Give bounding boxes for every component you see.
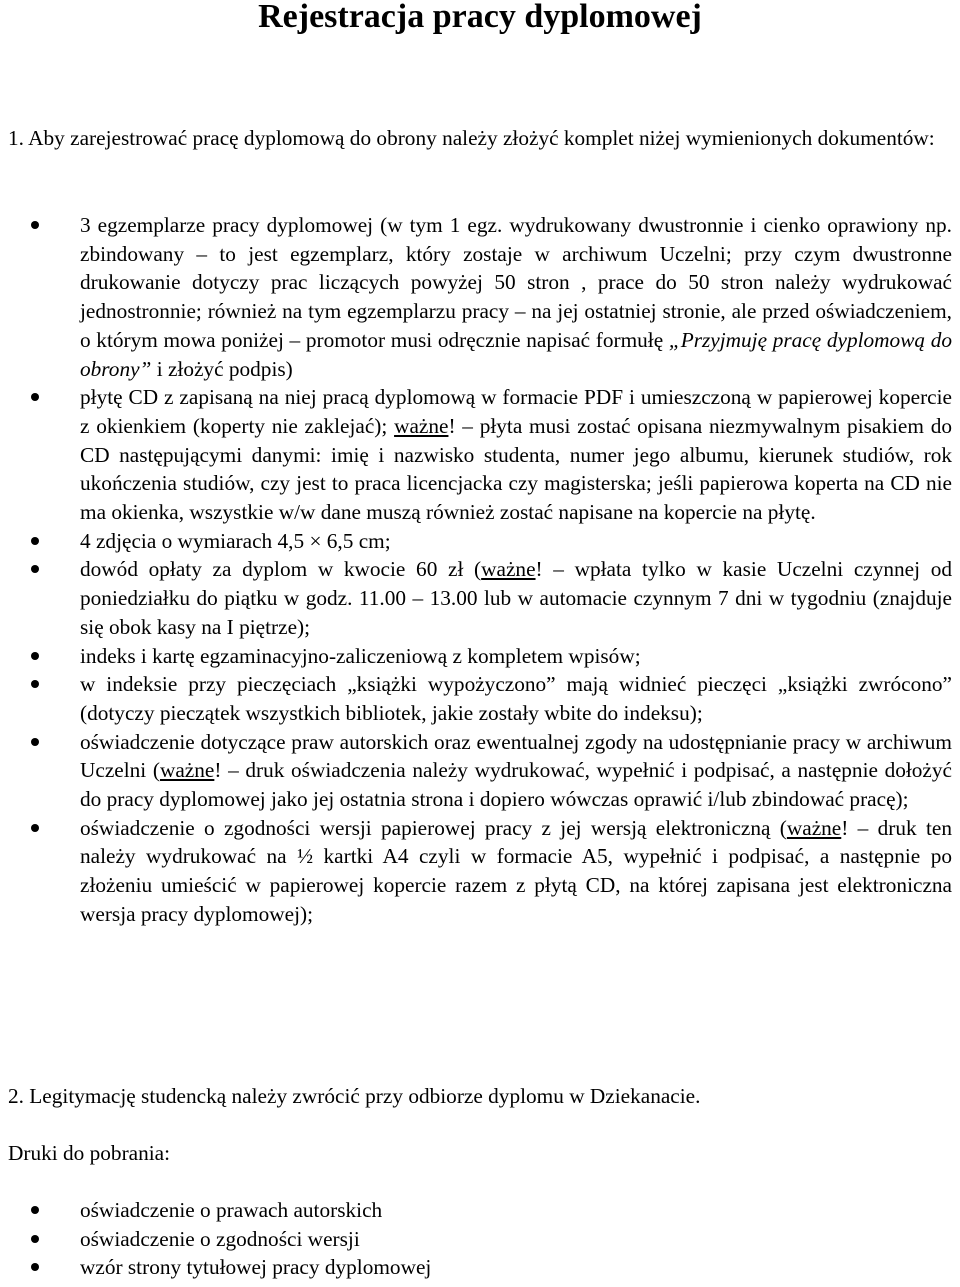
important-note: ważne [394,413,449,438]
download-item[interactable] [0,1225,960,1254]
bullet-icon [31,680,39,688]
required-documents-list [0,211,960,929]
list-item: indeks i kartę egzaminacyjno-zaliczeniową z kompletem wpisów; [0,642,960,671]
bullet-icon [31,824,39,832]
bullet-icon [31,565,39,573]
download-item-label[interactable]: oświadczenie o zgodności wersji [80,1226,360,1251]
download-item-label[interactable]: wzór strony tytułowej pracy dyplomowej [80,1255,432,1280]
list-item: 3 egzemplarze pracy dyplomowej (w tym 1 egz. wydrukowany dwustronnie i cienko oprawiony np. zbindowany – to jest egzemplarz, który zostaje w archiwum Uczelni; przy czym dwustronne drukowanie dotyczy prac liczących powyżej 50 stron , prace do 50 stron należy wydrukować jednostronnie; również na tym egzemplarzu pracy – na jej ostatniej stronie, ale przed oświadczeniem, o którym mowa poniżej – promotor musi odręcznie napisać formułę „Przyjmuję pracę dyplomową do obrony” i złożyć podpis) [0,211,960,383]
list-item: dowód opłaty za dyplom w kwocie 60 zł (ważne! – wpłata tylko w kasie Uczelni czynnej od poniedziałku do piątku w godz. 11.00 – 13.00 lub w automacie czynnym 7 dni w tygodniu (znajduje się obok kasy na I piętrze); [0,555,960,641]
bullet-icon [31,393,39,401]
download-item[interactable] [0,1253,960,1282]
list-item: oświadczenie o zgodności wersji papierowej pracy z jej wersją elektroniczną (ważne! – druk ten należy wydrukować na ½ kartki A4 czyli w formacie A5, wypełnić i podpisać, a następnie po złożeniu umieścić w papierowej kopercie razem z płytą CD, na której zapisana jest elektroniczna wersja pracy dyplomowej); [0,814,960,929]
download-item[interactable] [0,1196,960,1225]
section-2-paragraph: 2. Legitymację studencką należy zwrócić przy odbiorze dyplomu w Dziekanacie. [8,1084,701,1108]
list-item: oświadczenie dotyczące praw autorskich oraz ewentualnej zgody na udostępnianie pracy w archiwum Uczelni (ważne! – druk oświadczenia należy wydrukować, wypełnić i podpisać, a następnie dołożyć do pracy dyplomowej jako jej ostatnia strona i dopiero wówczas oprawić i/lub zbindować pracę); [0,728,960,814]
italic-formula: „Przyjmuję pracę dyplomową do obrony” [80,327,952,381]
list-item: 4 zdjęcia o wymiarach 4,5 × 6,5 cm; [0,527,960,556]
list-item: płytę CD z zapisaną na niej pracą dyplomową w formacie PDF i umieszczoną w papierowej kopercie z okienkiem (koperty nie zaklejać); ważne! – płyta musi zostać opisana niezmywalnym pisakiem do CD następującymi danymi: imię i nazwisko studenta, numer jego albumu, kierunek studiów, rok ukończenia studiów, czy jest to praca licencjacka czy magisterska; jeśli papierowa koperta na CD nie ma okienka, wszystkie w/w dane muszą również zostać napisane na kopercie na płytę. [0,383,960,527]
page-title: Rejestracja pracy dyplomowej [258,0,702,35]
downloads-list [0,1196,960,1282]
important-note: ważne [159,758,215,783]
intro-paragraph: 1. Aby zarejestrować pracę dyplomową do obrony należy złożyć komplet niżej wymienionych dokumentów: [8,126,935,150]
important-note: ważne [786,815,842,840]
bullet-icon [31,221,39,229]
bullet-icon [31,537,39,545]
list-item: w indeksie przy pieczęciach „książki wypożyczono” mają widnieć pieczęci „książki zwrócono” (dotyczy pieczątek wszystkich bibliotek, jakie zostały wbite do indeksu); [0,670,960,727]
downloads-heading: Druki do pobrania: [8,1141,171,1165]
bullet-icon [31,1263,39,1271]
bullet-icon [31,1235,39,1243]
important-note: ważne [481,557,536,582]
bullet-icon [31,1206,39,1214]
bullet-icon [31,652,39,660]
bullet-icon [31,738,39,746]
download-item-label[interactable]: oświadczenie o prawach autorskich [80,1198,383,1222]
